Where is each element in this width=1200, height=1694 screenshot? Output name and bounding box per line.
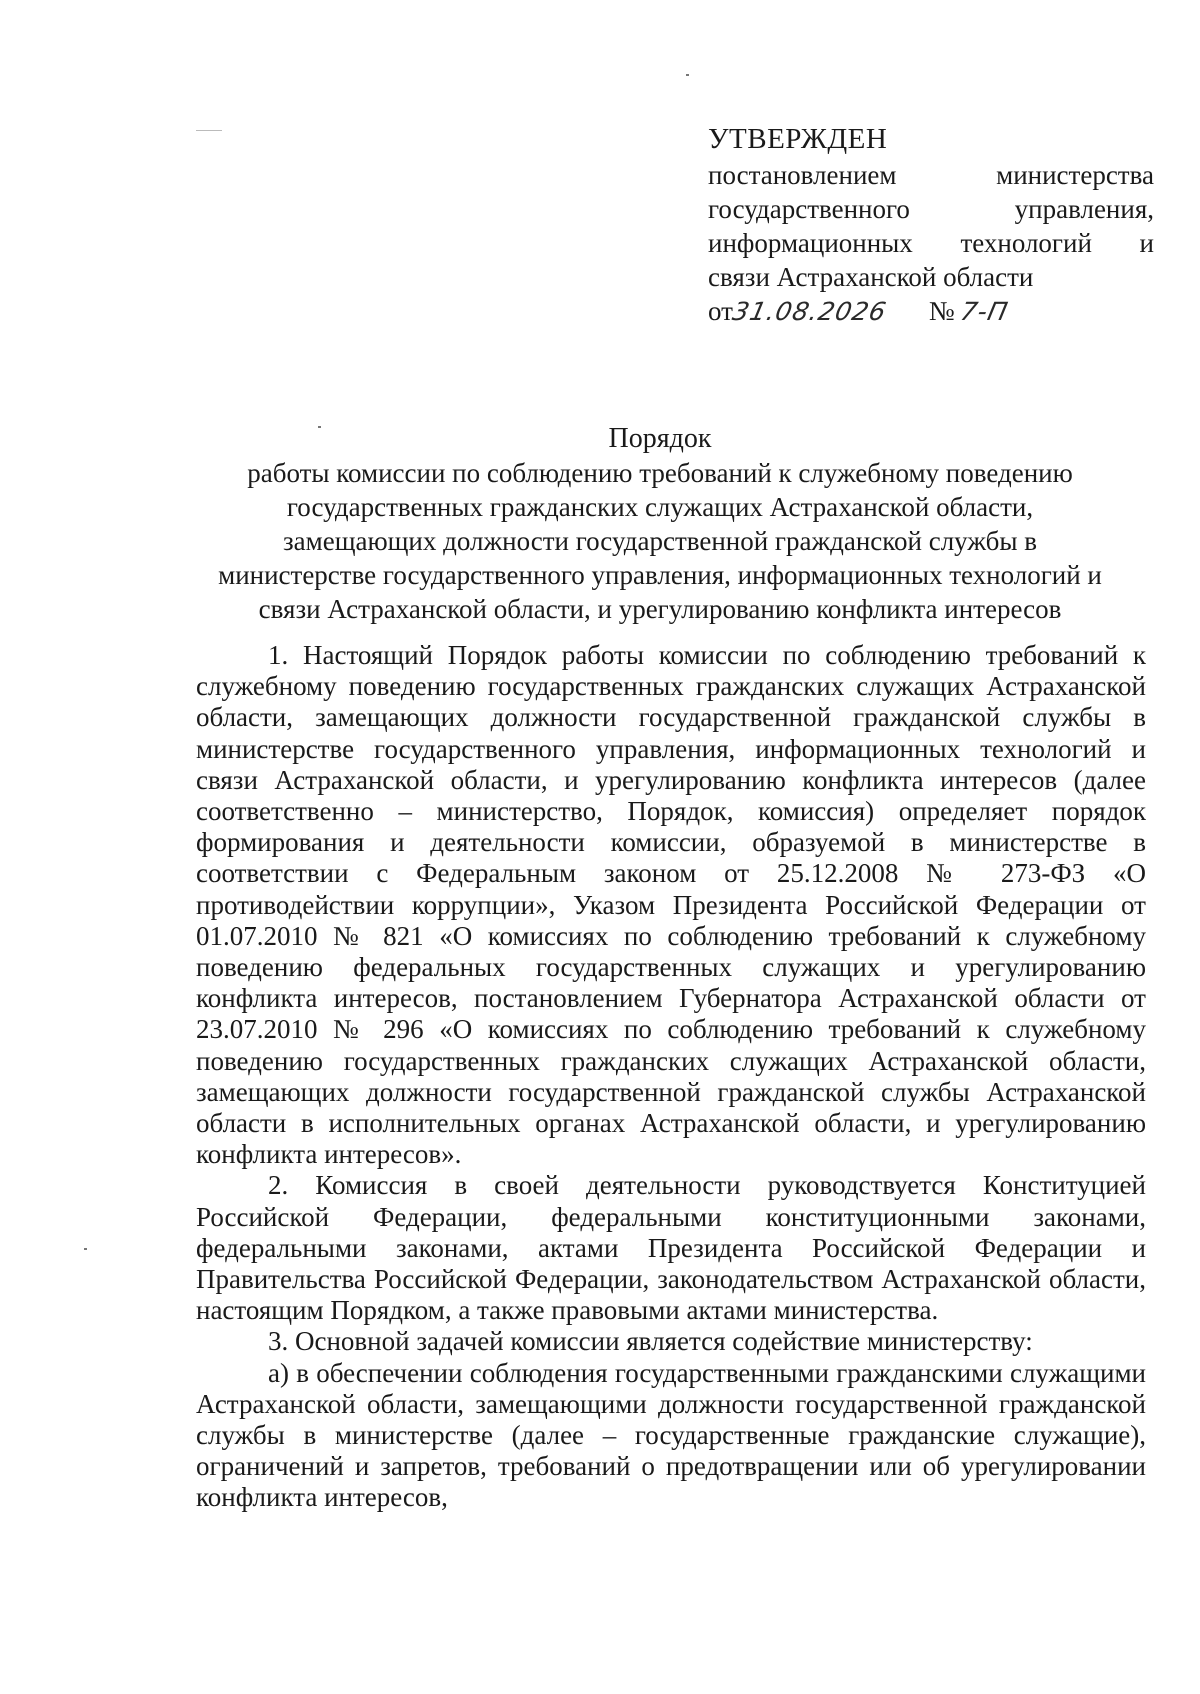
approval-line: постановлением министерства bbox=[708, 160, 1154, 190]
approval-date-number bbox=[708, 294, 1154, 329]
paragraph-3a: а) в обеспечении соблюдения государственными гражданскими служащими Астраханской области, замещающими должности государственной гражданской службы в министерстве (далее – государственные гражданские служащие), ограничений и запретов, требований о предотвращении или об урегулировании конфликта интересов, bbox=[196, 1357, 1146, 1513]
date-prefix: от bbox=[708, 296, 733, 326]
approval-stamp-block bbox=[708, 122, 1154, 329]
document-title: Порядок bbox=[608, 423, 712, 454]
scan-speck bbox=[84, 1248, 87, 1250]
document-subtitle-line: работы комиссии по соблюдению требований к служебному поведению bbox=[247, 458, 1073, 488]
approval-heading: УТВЕРЖДЕН bbox=[708, 123, 888, 155]
number-sign: № bbox=[928, 296, 955, 326]
paragraph-3: 3. Основной задачей комиссии является содействие министерству: bbox=[268, 1326, 1033, 1357]
paragraph-2: 2. Комиссия в своей деятельности руководствуется Конституцией Российской Федерации, федеральными конституционными законами, федеральными законами, актами Президента Российской Федерации и Правительства Российской Федерации, законодательством Астраханской области, настоящим Порядком, а также правовыми актами министерства. bbox=[196, 1170, 1146, 1326]
document-subtitle-line: государственных гражданских служащих Астраханской области, bbox=[286, 492, 1034, 522]
scan-speck bbox=[196, 130, 222, 131]
approval-line: государственного управления, bbox=[708, 194, 1154, 224]
document-subtitle-line: связи Астраханской области, и урегулированию конфликта интересов bbox=[258, 594, 1062, 624]
document-title-block bbox=[180, 422, 1140, 626]
approval-line: связи Астраханской области bbox=[708, 262, 1034, 292]
document-subtitle-line: министерстве государственного управления, информационных технологий и bbox=[218, 560, 1102, 590]
document-body bbox=[196, 640, 1146, 1514]
approval-line: информационных технологий и bbox=[708, 228, 1154, 258]
handwritten-date: 31.08.2026 bbox=[729, 297, 890, 326]
paragraph-1: 1. Настоящий Порядок работы комиссии по соблюдению требований к служебному поведению государственных гражданских служащих Астраханской области, замещающих должности государственной гражданской службы в министерстве государственного управления, информационных технологий и связи Астраханской области, и урегулированию конфликта интересов (далее соответственно – министерство, Порядок, комиссия) определяет порядок формирования и деятельности комиссии, образуемой в министерстве в соответствии с Федеральным законом от 25.12.2008 № 273-ФЗ «О противодействии коррупции», Указом Президента Российской Федерации от 01.07.2010 № 821 «О комиссиях по соблюдению требований к служебному поведению федеральных государственных служащих и урегулированию конфликта интересов, постановлением Губернатора Астраханской области от 23.07.2010 № 296 «О комиссиях по соблюдению требований к служебному поведению государственных гражданских служащих Астраханской области, замещающих должности государственной гражданской службы Астраханской области в исполнительных органах Астраханской области, и урегулированию конфликта интересов». bbox=[196, 640, 1146, 1170]
document-subtitle-line: замещающих должности государственной гражданской службы в bbox=[282, 526, 1038, 556]
scan-speck bbox=[686, 74, 689, 76]
handwritten-number: 7-П bbox=[958, 297, 1012, 326]
